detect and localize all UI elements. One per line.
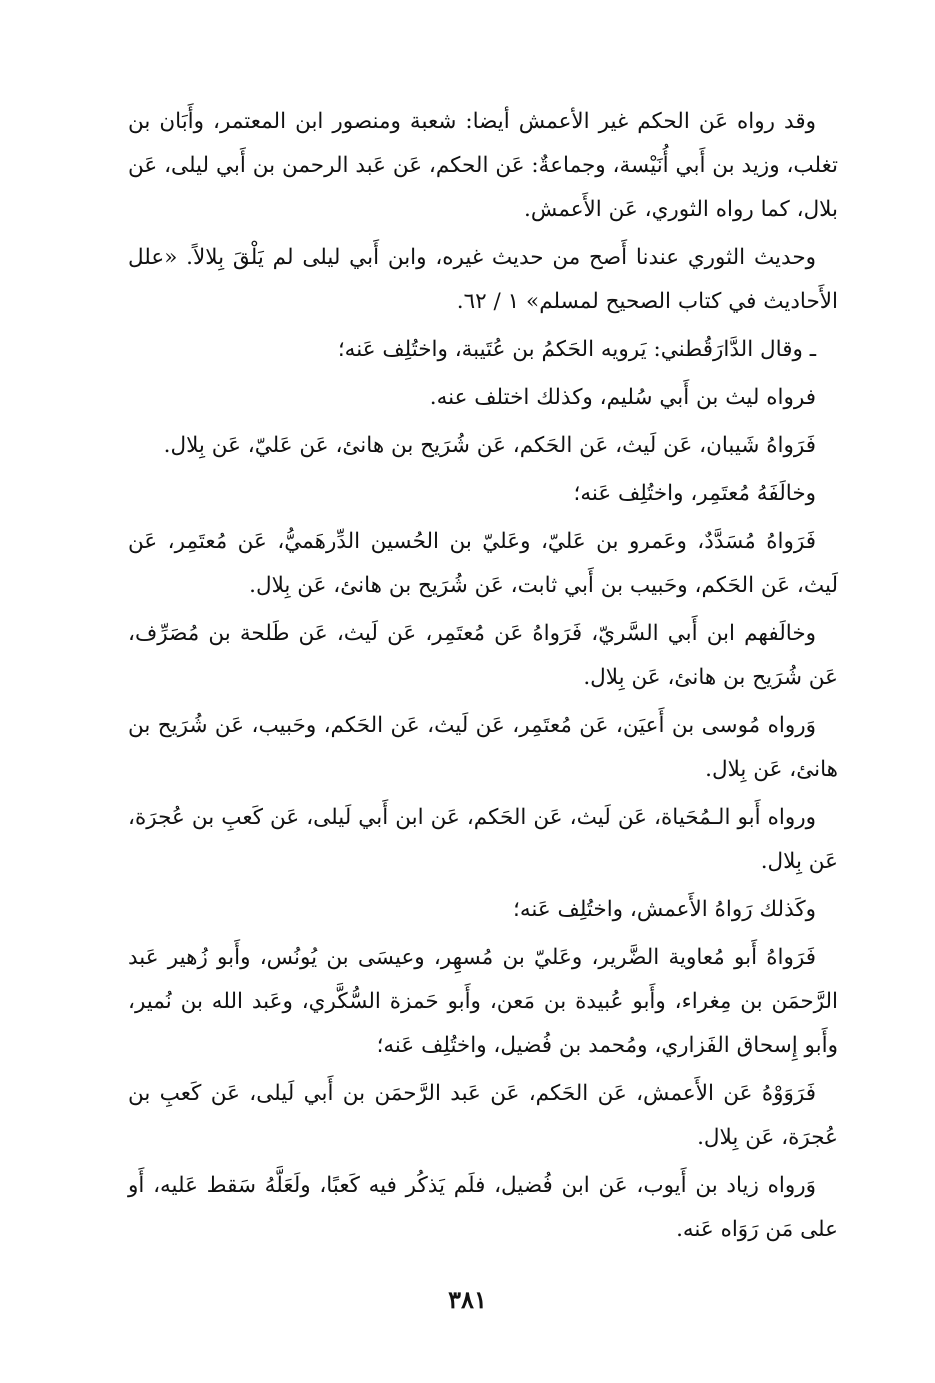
paragraph: وخالَفَهُ مُعتَمِر، واختُلِف عَنه؛	[573, 481, 816, 506]
paragraph: وَرواه مُوسى بن أَعيَن، عَن مُعتَمِر، عَن لَيث، عَن الحَكم، وحَبيب، عَن شُرَيح بن هانئ، عَن بِلال.	[128, 713, 838, 782]
paragraph: فَرَواهُ أَبو مُعاوية الضَّرير، وعَليّ بن مُسهِر، وعيسَى بن يُونُس، وأَبو زُهير عَبد الرَّحمَن بن مِغراء، وأَبو عُبيدة بن مَعن، وأَبو حَمزة السُّكَّري، وعَبد الله بن نُمير، وأَبو إِسحاق الفَزاري، ومُحمد بن فُضيل، واختُلِف عَنه؛	[128, 945, 838, 1058]
paragraph: فَرَواهُ شَيبان، عَن لَيث، عَن الحَكم، عَن شُرَيح بن هانئ، عَن عَليّ، عَن بِلال.	[163, 433, 816, 458]
paragraph: ورواه أَبو الـمُحَياة، عَن لَيث، عَن الحَكم، عَن ابن أَبي لَيلى، عَن كَعبِ بن عُجرَة، عَن بِلال.	[128, 805, 838, 874]
page-number: ٣٨١	[448, 1285, 487, 1314]
paragraph: وحديث الثوري عندنا أَصح من حديث غيره، وابن أَبي ليلى لم يَلْقَ بِلالاً. «علل الأَحاديث في كتاب الصحيح لمسلم» ١ / ٦٢.	[128, 245, 838, 314]
paragraph: فَرَوَوْهُ عَن الأَعمش، عَن الحَكم، عَن عَبد الرَّحمَن بن أَبي لَيلى، عَن كَعبِ بن عُجرَة، عَن بِلال.	[128, 1081, 838, 1150]
paragraph: وكَذلك رَواهُ الأَعمش، واختُلِف عَنه؛	[513, 897, 816, 922]
paragraph: فرواه ليث بن أَبي سُليم، وكذلك اختلف عنه.	[429, 385, 816, 410]
paragraph: فَرَواهُ مُسَدَّدٌ، وعَمرو بن عَليّ، وعَليّ بن الحُسين الدِّرهَميُّ، عَن مُعتَمِر، عَن لَيث، عَن الحَكم، وحَبيب بن أَبي ثابت، عَن شُرَيح بن هانئ، عَن بِلال.	[128, 529, 838, 598]
paragraph: ـ وقال الدَّارَقُطني: يَرويه الحَكمُ بن عُتَيبة، واختُلِف عَنه؛	[337, 337, 816, 362]
document-body	[128, 100, 838, 1300]
paragraph: وخالَفهم ابن أَبي السَّريّ، فَرَواهُ عَن مُعتَمِر، عَن لَيث، عَن طَلحة بن مُصَرِّف، عَن شُرَيح بن هانئ، عَن بِلال.	[128, 621, 838, 690]
paragraph: وَرواه زياد بن أَيوب، عَن ابن فُضيل، فلَم يَذكُر فيه كَعبًا، ولَعَلَّهُ سَقط عَليه، أَو على مَن رَوَاه عَنه.	[128, 1173, 838, 1242]
paragraph: وقد رواه عَن الحكم غير الأعمش أيضا: شعبة ومنصور ابن المعتمر، وأَبَان بن تغلب، وزيد بن أَبي أُنَيْسة، وجماعةٌ: عَن الحكم، عَن عَبد الرحمن بن أَبي ليلى، عَن بلال، كما رواه الثوري، عَن الأَعمش.	[128, 109, 838, 222]
